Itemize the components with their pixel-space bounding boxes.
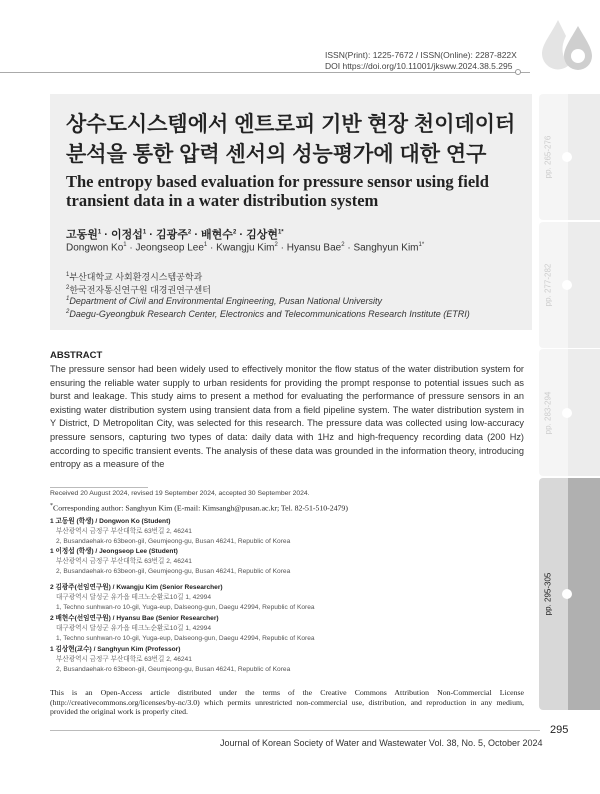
korean-title <box>66 110 526 170</box>
korean-title-line: 분석을 통한 압력 센서의 성능평가에 대한 연구 <box>66 143 487 166</box>
author-affiliation-mark: 1 <box>97 229 102 236</box>
author-separator: · <box>207 242 217 254</box>
korean-authors <box>66 226 284 242</box>
author-separator: · <box>236 229 247 241</box>
author-affiliation-mark: 1* <box>418 242 425 248</box>
abstract-body: The pressure sensor had been widely used to effectively monitor the flow status of the water distribution system for ensuring the reliable water supply to urban residents for providing the prompt response to potential issues such as burst and leakage. This study aims to present a method for evaluating the performance of pressure sensors in an existing water distribution system using transient data from a field pipeline system. The water distribution system in Y District, D Metropolitan City, was selected for this research. The pressure data was collected using low-accuracy pressure sensors, capturing two types of data: daily data with 1Hz and high-frequency recording data (200 Hz) according to specific transient events. The analysis of these data was grounded in the information theory, introducing entropy as a measure of the <box>50 364 524 470</box>
author-affiliation-mark: 1 <box>142 229 147 236</box>
tab-label: pp. 283-294 <box>543 391 553 434</box>
author-name: 고동원 <box>66 229 98 241</box>
tab-dot-icon <box>562 280 572 290</box>
author-affiliation-mark: 2 <box>232 229 237 236</box>
author-separator: · <box>101 229 112 241</box>
tab-dot-icon <box>562 408 572 418</box>
tab-strip <box>568 478 600 710</box>
english-title <box>66 172 526 210</box>
author-name: 이정섭 <box>111 229 143 241</box>
author-info-addr-ko: 부산광역시 금정구 부산대학로 63번길 2, 46241 <box>56 656 192 663</box>
author-info-name: 2 배현수(선임연구원) / Hyansu Bae (Senior Researcher) <box>50 615 219 622</box>
tab-label: pp. 295-305 <box>543 572 553 616</box>
tab-dot-icon <box>562 589 572 599</box>
tab-label: pp. 265-276 <box>543 135 553 179</box>
author-name: 배현수 <box>201 229 233 241</box>
issue-page-tab[interactable] <box>539 94 600 220</box>
received-dates: Received 20 August 2024, revised 19 September 2024, accepted 30 September 2024. <box>50 490 310 497</box>
author-name: Hyansu Bae <box>286 242 342 254</box>
header-divider <box>0 72 530 73</box>
issn-text: ISSN(Print): 1225-7672 / ISSN(Online): 2287-822X <box>325 50 517 60</box>
tab-dot-icon <box>562 152 572 162</box>
author-info-addr-en: 1, Techno sunhwan-ro 10-gil, Yuga-eup, Dalseong-gun, Daegu 42994, Republic of Korea <box>56 604 315 611</box>
author-info-entry <box>50 517 290 547</box>
journal-logo <box>540 18 600 78</box>
issue-page-tab[interactable] <box>539 222 600 348</box>
author-affiliation-mark: 1 <box>203 242 208 248</box>
author-info-addr-en: 1, Techno sunhwan-ro 10-gil, Yuga-eup, Dalseong-gun, Daegu 42994, Republic of Korea <box>56 635 315 642</box>
footnote-divider <box>50 487 148 488</box>
author-info-entry <box>50 547 290 577</box>
author-info-addr-en: 2, Busandaehak-ro 63beon-gil, Geumjeong-gu, Busan 46241, Republic of Korea <box>56 538 291 545</box>
author-info-addr-en: 2, Busandaehak-ro 63beon-gil, Geumjeong-gu, Busan 46241, Republic of Korea <box>56 568 291 575</box>
affiliation-en-1: $^1$Department of Civil and Environmental Engineering, Pusan National University <box>66 296 383 306</box>
tab-strip <box>568 94 600 220</box>
author-affiliation-mark: 2 <box>274 242 278 248</box>
tab-label: pp. 277-282 <box>543 263 553 307</box>
author-name: Dongwon Ko <box>66 242 124 254</box>
author-separator: · <box>191 229 202 241</box>
author-info-entry <box>50 583 315 613</box>
license-text: This is an Open-Access article distributed under the terms of the Creative Commons Attribution Non-Commercial License (http://creativecommons.org/licenses/by-nc/3.0) which permits unrestricted non-commercial use, distribution, and reproduction in any medium, provided the original work is properly cited. <box>50 688 524 716</box>
header-divider-dot <box>515 69 521 75</box>
page-number: 295 <box>550 724 569 736</box>
affiliation-ko-2: $^2$한국전자통신연구원 대경권연구센터 <box>66 285 211 295</box>
author-affiliation-mark: 2 <box>341 242 345 248</box>
author-info-name: 1 이정섭 (학생) / Jeongseop Lee (Student) <box>50 548 178 555</box>
author-info-addr-ko: 부산광역시 금정구 부산대학로 63번길 2, 46241 <box>56 528 192 535</box>
issn-block <box>325 50 525 72</box>
author-info-addr-ko: 부산광역시 금정구 부산대학로 63번길 2, 46241 <box>56 558 192 565</box>
author-name: 김광주 <box>156 229 188 241</box>
author-info-name: 1 고동원 (학생) / Dongwon Ko (Student) <box>50 518 171 525</box>
english-title-line: transient data in a water distribution system <box>66 191 379 210</box>
author-name: Kwangju Kim <box>216 242 275 254</box>
author-separator: · <box>344 242 354 254</box>
author-name: 김상현 <box>246 229 278 241</box>
author-info-addr-ko: 대구광역시 달성군 유가읍 테크노순환로10길 1, 42994 <box>56 594 211 601</box>
issue-page-tab[interactable] <box>539 478 600 710</box>
author-separator: · <box>277 242 287 254</box>
author-affiliation-mark: 1* <box>277 229 284 236</box>
abstract-heading: ABSTRACT <box>50 350 103 361</box>
author-separator: · <box>146 229 157 241</box>
author-info-addr-ko: 대구광역시 달성군 유가읍 테크노순환로10길 1, 42994 <box>56 625 211 632</box>
author-info-name: 2 김광주(선임연구원) / Kwangju Kim (Senior Researcher) <box>50 584 223 591</box>
doi-text: DOI https://doi.org/10.11001/jksww.2024.38.5.295 <box>325 61 513 71</box>
affiliation-ko-1: $^1$부산대학교 사회환경시스템공학과 <box>66 272 203 282</box>
english-authors <box>66 242 424 253</box>
author-separator: · <box>126 242 136 254</box>
author-info-name: 1 김상현(교수) / Sanghyun Kim (Professor) <box>50 646 181 653</box>
journal-citation: Journal of Korean Society of Water and Wastewater Vol. 38, No. 5, October 2024 <box>220 738 543 748</box>
author-info-addr-en: 2, Busandaehak-ro 63beon-gil, Geumjeong-gu, Busan 46241, Republic of Korea <box>56 666 291 673</box>
korean-title-line: 상수도시스템에서 엔트로피 기반 현장 천이데이터 <box>66 113 516 136</box>
issue-page-tab[interactable] <box>539 349 600 476</box>
author-name: Sanghyun Kim <box>353 242 419 254</box>
author-info-entry <box>50 614 315 644</box>
corresponding-author: *Corresponding author: Sanghyun Kim (E-mail: Kimsangh@pusan.ac.kr; Tel. 82-51-510-2479) <box>50 503 348 513</box>
footer-divider <box>50 730 540 731</box>
tab-strip <box>568 222 600 348</box>
english-title-line: The entropy based evaluation for pressure sensor using field <box>66 172 489 191</box>
author-info-entry <box>50 645 290 675</box>
tab-strip <box>568 349 600 476</box>
author-affiliation-mark: 1 <box>123 242 127 248</box>
affiliation-en-2: $^2$Daegu-Gyeongbuk Research Center, Electronics and Telecommunications Research Institute (ETRI) <box>66 309 470 319</box>
author-name: Jeongseop Lee <box>135 242 204 254</box>
author-affiliation-mark: 2 <box>187 229 192 236</box>
